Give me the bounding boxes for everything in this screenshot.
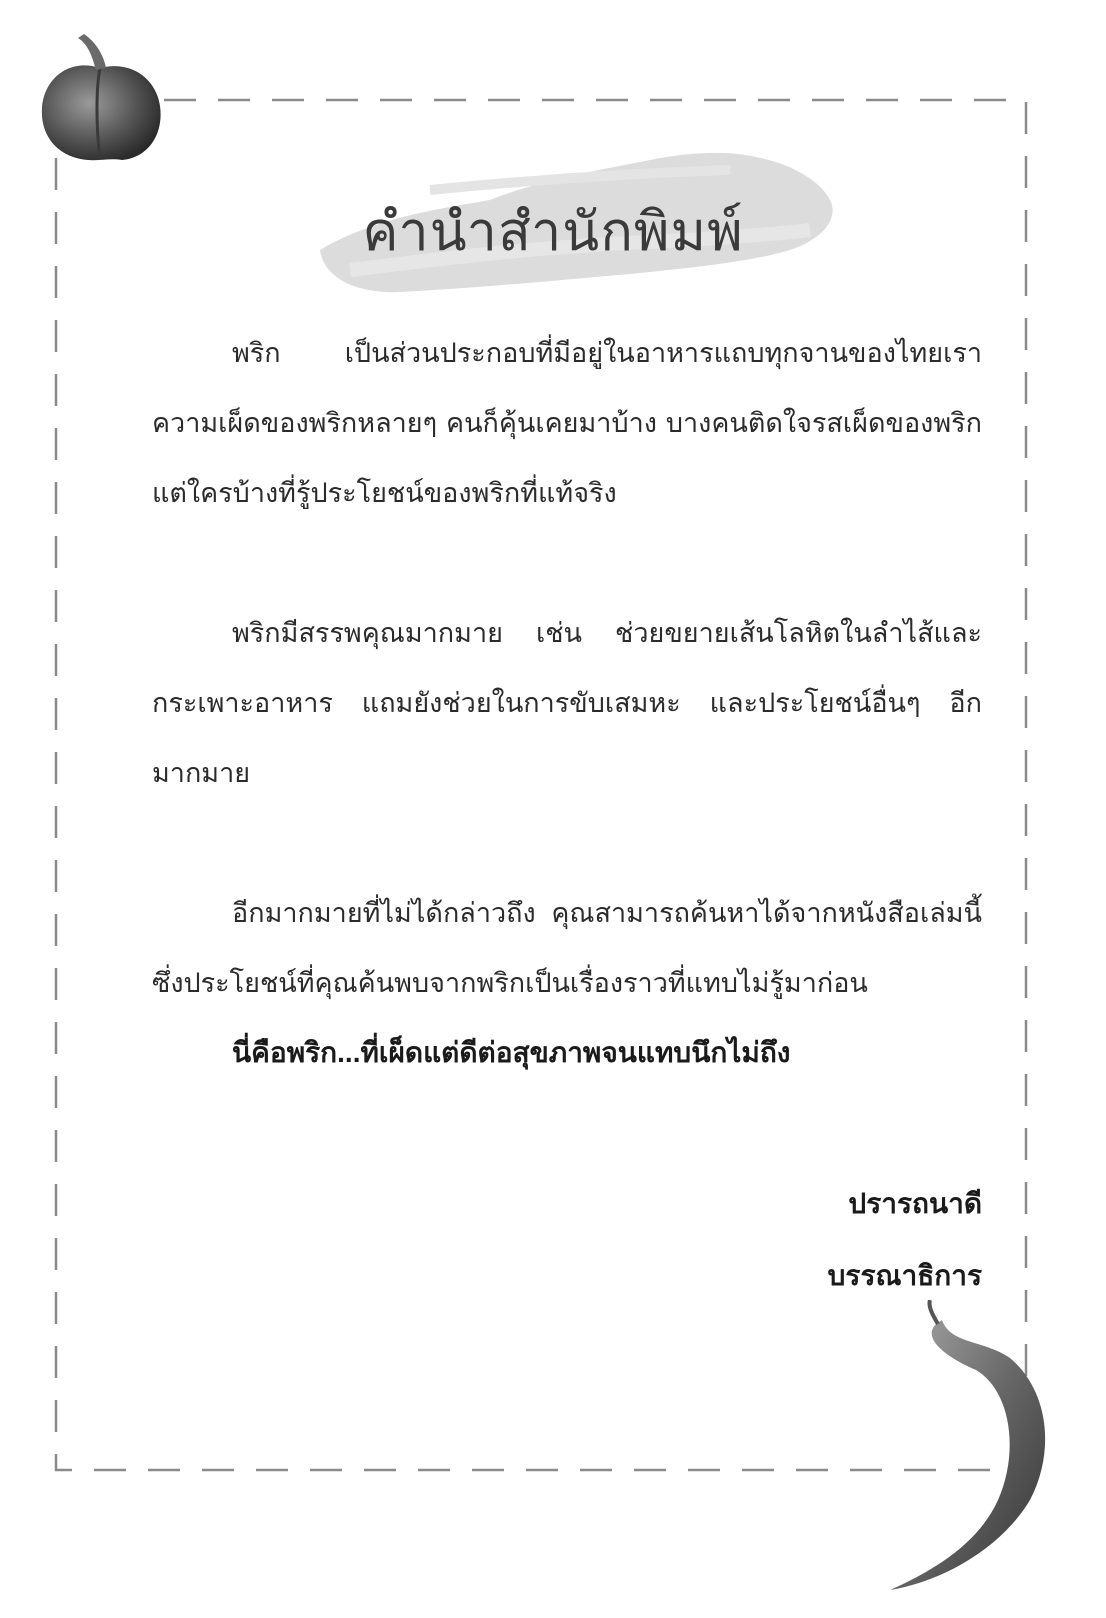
preface-body [152, 318, 982, 1312]
chili-pepper-icon [880, 1300, 1080, 1600]
signature-block [152, 1168, 982, 1312]
signature-editor: บรรณาธิการ [827, 1260, 982, 1291]
preface-paragraph-1: พริก เป็นส่วนประกอบที่มีอยู่ในอาหารแถบทุกจานของไทยเรา ความเผ็ดของพริกหลายๆ คนก็คุ้นเคยมาบ้าง บางคนติดใจรสเผ็ดของพริกแต่ใครบ้างที่รู้ประโยชน์ของพริกที่แท้จริง [152, 338, 982, 508]
bell-pepper-icon [30, 28, 170, 168]
signature-closing: ปรารถนาดี [848, 1188, 982, 1219]
preface-paragraph-3: อีกมากมายที่ไม่ได้กล่าวถึง คุณสามารถค้นหาได้จากหนังสือเล่มนี้ ซึ่งประโยชน์ที่คุณค้นพบจากพริกเป็นเรื่องราวที่แทบไม่รู้มาก่อน [152, 898, 982, 998]
preface-paragraph-2: พริกมีสรรพคุณมากมาย เช่น ช่วยขยายเส้นโลหิตในลำไส้และกระเพาะอาหาร แถมยังช่วยในการขับเสมหะ และประโยชน์อื่นๆ อีกมากมาย [152, 618, 982, 788]
highlight-statement: นี่คือพริก...ที่เผ็ดแต่ดีต่อสุขภาพจนแทบนึกไม่ถึง [232, 1037, 791, 1068]
page-title: คำนำสำนักพิมพ์ [362, 200, 744, 263]
